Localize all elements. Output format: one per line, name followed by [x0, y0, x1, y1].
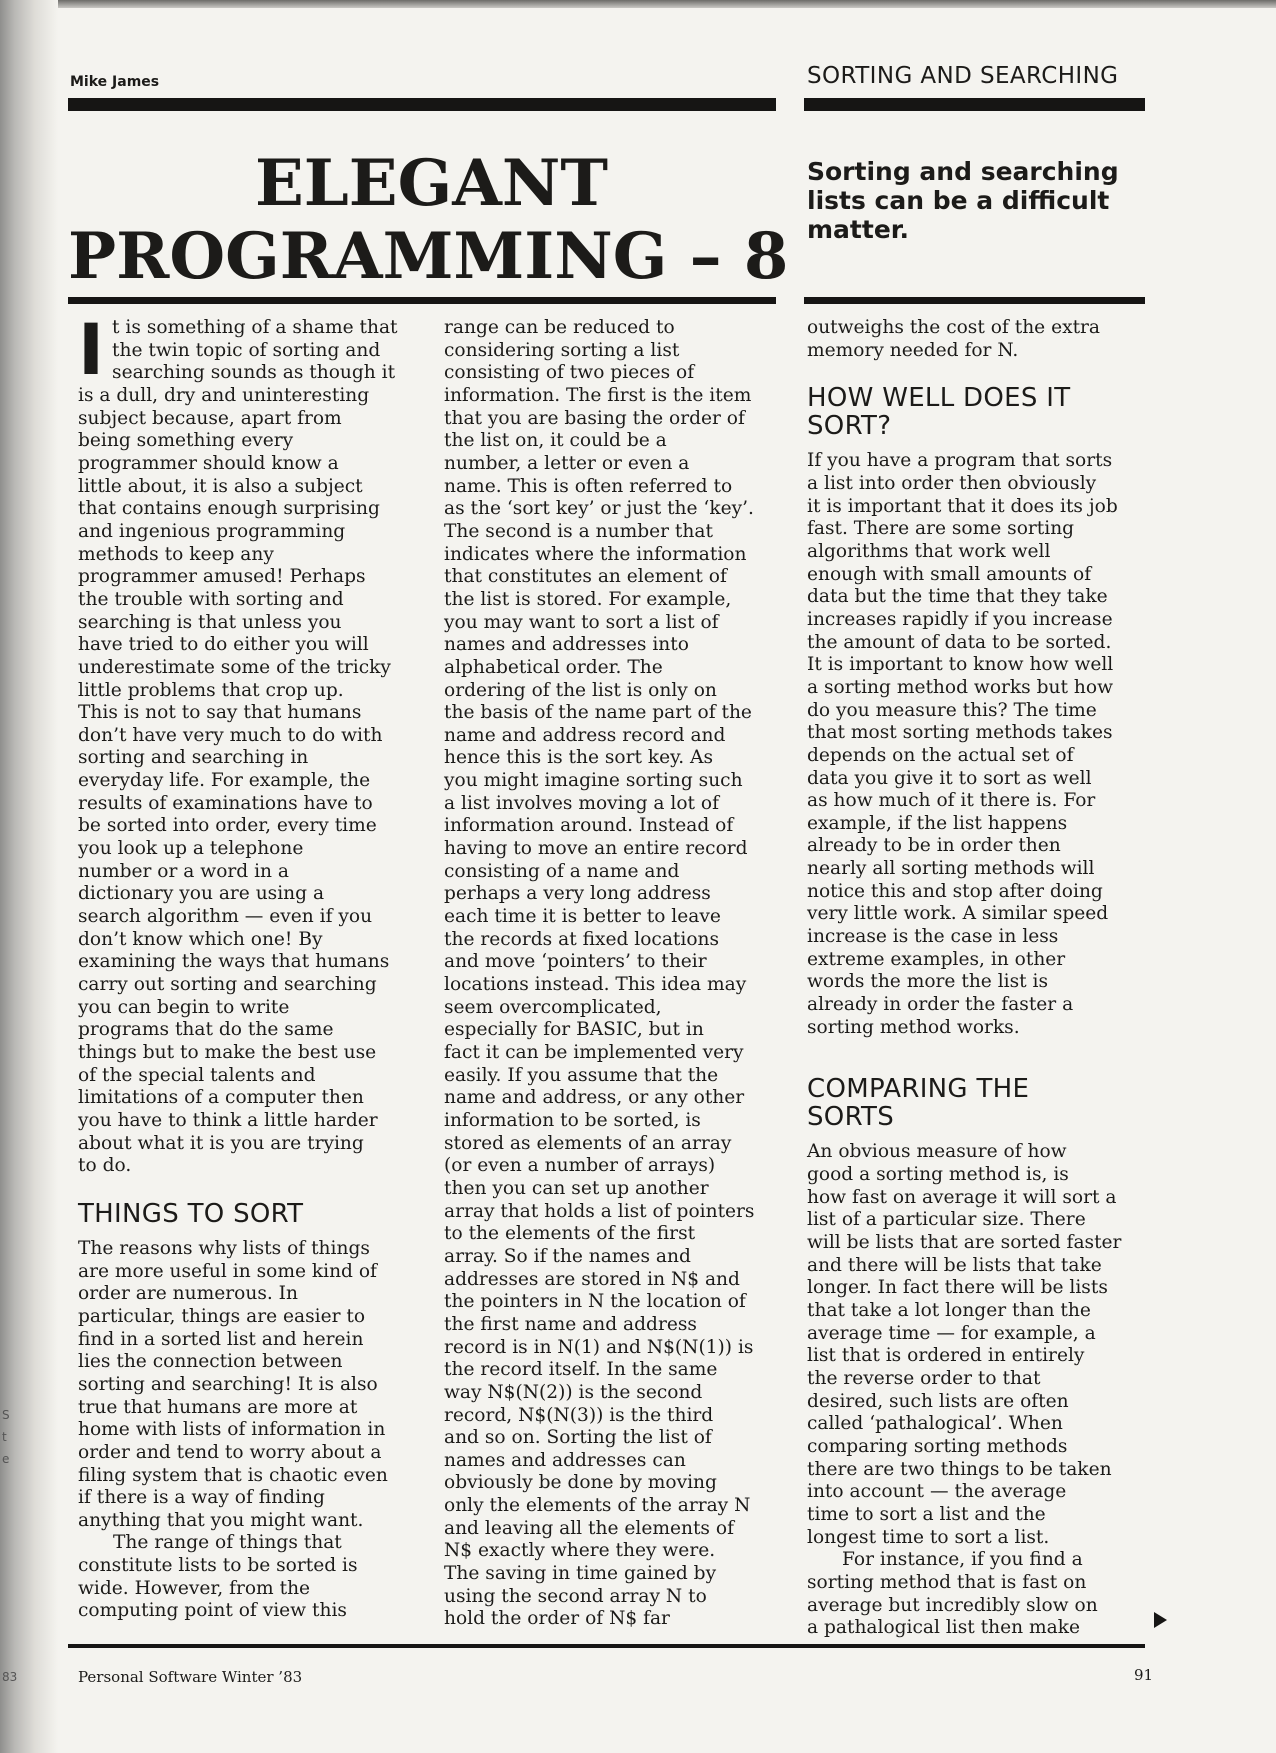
text-line: have tried to do either you will [78, 634, 369, 656]
text-line: good a sorting method is, is [807, 1164, 1069, 1186]
text-line: methods to keep any [78, 543, 274, 565]
text-line: obviously be done by moving [444, 1472, 717, 1494]
text-line: computing point of view this [78, 1600, 347, 1622]
text-line: of the special talents and [78, 1064, 316, 1086]
text-line: then you can set up another [444, 1177, 709, 1199]
text-line: don’t know which one! By [78, 928, 323, 950]
text-line: An obvious measure of how [807, 1141, 1067, 1163]
text-line: do you measure this? The time [807, 699, 1097, 721]
text-line: range can be reduced to [444, 317, 675, 338]
text-line: little problems that crop up. [78, 679, 344, 701]
title-rule-right [804, 297, 1145, 304]
text-line: filing system that is chaotic even [78, 1464, 388, 1486]
text-line: little about, it is also a subject [78, 475, 363, 497]
text-line: locations instead. This idea may [444, 974, 747, 996]
text-line: data you give it to sort as well [807, 767, 1092, 789]
column-2 [444, 317, 789, 1631]
text-line: things but to make the best use [78, 1042, 377, 1063]
text-line: average time — for example, a [807, 1322, 1096, 1344]
text-line: lies the connection between [78, 1351, 343, 1373]
text-line: having to move an entire record [444, 838, 748, 860]
text-line: dictionary you are using a [78, 883, 325, 905]
text-line: record is in N(1) and N$(N(1)) is [444, 1336, 754, 1358]
text-line: number or a word in a [78, 860, 290, 882]
text-line: average but incredibly slow on [807, 1594, 1098, 1616]
text-line: array that holds a list of pointers [444, 1200, 755, 1222]
text-line: sorting and searching in [78, 747, 309, 769]
text-line: to do. [78, 1155, 132, 1177]
text-line: how fast on average it will sort a [807, 1186, 1117, 1208]
text-line: way N$(N(2)) is the second [444, 1381, 703, 1403]
text-line: there are two things to be taken [807, 1458, 1112, 1480]
text-line: each time it is better to leave [444, 906, 721, 928]
text-line: indicates where the information [444, 543, 747, 565]
text-line: a list into order then obviously [807, 472, 1097, 494]
text-line: into account — the average [807, 1481, 1067, 1503]
text-line: the basis of the name part of the [444, 702, 752, 724]
paragraph [807, 317, 1152, 362]
text-line: being something every [78, 430, 294, 452]
text-line: and so on. Sorting the list of [444, 1427, 712, 1449]
text-line: sorting and searching! It is also [78, 1373, 378, 1395]
text-line: the reverse order to that [807, 1367, 1041, 1389]
text-line: record, N$(N(3)) is the third [444, 1404, 714, 1426]
text-line: alphabetical order. The [444, 656, 663, 678]
text-line: and move ‘pointers’ to their [444, 951, 707, 973]
text-line: increase is the case in less [807, 926, 1059, 948]
footer-rule [68, 1644, 1145, 1648]
title-line-2: PROGRAMMING – 8 [68, 219, 789, 294]
text-line: The second is a number that [444, 520, 713, 542]
text-line: example, if the list happens [807, 812, 1068, 834]
drop-cap: I [78, 309, 105, 391]
text-line: longer. In fact there will be lists [807, 1277, 1108, 1299]
text-line: underestimate some of the tricky [78, 656, 391, 678]
intro-paragraph [78, 309, 423, 1178]
text-line: perhaps a very long address [444, 883, 711, 905]
text-line: order and tend to worry about a [78, 1441, 382, 1463]
text-line: to the elements of the first [444, 1223, 696, 1245]
text-line: memory needed for N. [807, 339, 1019, 361]
text-line: list that is ordered in entirely [807, 1345, 1085, 1367]
text-line: are more useful in some kind of [78, 1260, 377, 1282]
text-line: information around. Instead of [444, 815, 734, 837]
text-line: time to sort a list and the [807, 1503, 1046, 1525]
text-line: If you have a program that sorts [807, 450, 1113, 472]
continue-arrow-icon [1154, 1612, 1167, 1628]
text-line: especially for BASIC, but in [444, 1019, 704, 1041]
paragraph [807, 450, 1152, 1039]
text-line: name and address record and [444, 724, 726, 746]
gutter-letter: t [2, 1430, 7, 1444]
binding-shadow [0, 0, 58, 1753]
text-line: the pointers in N the location of [444, 1291, 746, 1313]
header-rule-right [804, 98, 1145, 111]
text-line: the first name and address [444, 1313, 697, 1335]
text-line: sorting method works. [807, 1016, 1020, 1038]
text-line: depends on the actual set of [807, 744, 1074, 766]
text-line: longest time to sort a list. [807, 1526, 1050, 1548]
text-line: as the ‘sort key’ or just the ‘key’. [444, 498, 754, 520]
text-line: examining the ways that humans [78, 951, 390, 973]
header-rule-left [68, 98, 776, 111]
text-line: and there will be lists that take [807, 1254, 1102, 1276]
text-line: that you are basing the order of [444, 407, 745, 429]
text-line: if there is a way of finding [78, 1487, 325, 1509]
text-line: t is something of a shame that [112, 317, 398, 338]
text-line: home with lists of information in [78, 1419, 386, 1441]
text-line: about what it is you are trying [78, 1132, 364, 1154]
paragraph [807, 1141, 1152, 1549]
text-line: the records at fixed locations [444, 928, 720, 950]
text-line: very little work. A similar speed [807, 903, 1109, 925]
article-dek: Sorting and searching lists can be a difficult matter. [807, 157, 1119, 244]
paragraph [807, 1549, 1152, 1640]
text-line: particular, things are easier to [78, 1305, 366, 1327]
text-line: already in order the faster a [807, 994, 1074, 1016]
text-line: consisting of two pieces of [444, 362, 695, 384]
text-line: name. This is often referred to [444, 475, 733, 497]
text-line: you might imagine sorting such [444, 770, 743, 792]
text-line: a sorting method works but how [807, 676, 1113, 698]
text-line: that constitutes an element of [444, 566, 727, 588]
magazine-issue: Personal Software Winter ’83 [78, 1668, 303, 1686]
gutter-page-number: 83 [2, 1670, 18, 1684]
text-line: desired, such lists are often [807, 1390, 1069, 1412]
text-line: don’t have very much to do with [78, 724, 383, 746]
text-line: subject because, apart from [78, 407, 342, 429]
text-line: number, a letter or even a [444, 452, 690, 474]
heading-how-well-does-it-sort: HOW WELL DOES IT SORT? [807, 383, 1071, 442]
text-line: algorithms that work well [807, 540, 1051, 562]
text-line: list of a particular size. There [807, 1209, 1086, 1231]
text-line: consisting of a name and [444, 860, 680, 882]
text-line: a pathalogical list then make [807, 1617, 1081, 1639]
text-line: the record itself. In the same [444, 1359, 718, 1381]
text-line: that most sorting methods takes [807, 722, 1113, 744]
title-line-1: ELEGANT [255, 146, 608, 221]
text-line: increases rapidly if you increase [807, 608, 1113, 630]
text-line: The range of things that [113, 1532, 342, 1554]
text-line: order are numerous. In [78, 1283, 299, 1305]
text-line: find in a sorted list and herein [78, 1328, 364, 1350]
text-line: The reasons why lists of things [78, 1237, 370, 1259]
text-line: considering sorting a list [444, 339, 680, 361]
title-rule-left [68, 297, 776, 304]
section-title: SORTING AND SEARCHING [807, 63, 1119, 89]
text-line: already to be in order then [807, 835, 1061, 857]
text-line: addresses are stored in N$ and [444, 1268, 740, 1290]
text-line: fact it can be implemented very [444, 1042, 744, 1063]
text-line: The saving in time gained by [444, 1563, 717, 1585]
text-line: constitute lists to be sorted is [78, 1555, 358, 1577]
text-line: names and addresses can [444, 1449, 686, 1471]
gutter-letter: S [2, 1408, 10, 1422]
text-line: that take a lot longer than the [807, 1299, 1091, 1321]
text-line: everyday life. For example, the [78, 770, 371, 792]
text-line: It is important to know how well [807, 654, 1114, 676]
text-line: fast. There are some sorting [807, 518, 1075, 540]
text-line: comparing sorting methods [807, 1435, 1068, 1457]
text-line: the list is stored. For example, [444, 588, 732, 610]
text-line: sorting method that is fast on [807, 1571, 1087, 1593]
text-line: true that humans are more at [78, 1396, 358, 1418]
heading-things-to-sort: THINGS TO SORT [78, 1198, 304, 1229]
text-line: searching is that unless you [78, 611, 342, 633]
text-line: you look up a telephone [78, 838, 304, 860]
column-3 [807, 317, 1152, 1640]
text-line: a list involves moving a lot of [444, 792, 720, 814]
text-line: names and addresses into [444, 634, 689, 656]
text-line: and leaving all the elements of [444, 1517, 734, 1539]
text-line: the amount of data to be sorted. [807, 631, 1112, 653]
text-line: stored as elements of an array [444, 1132, 732, 1154]
text-line: ordering of the list is only on [444, 679, 717, 701]
text-line: nearly all sorting methods will [807, 858, 1095, 880]
scan-edge [0, 0, 1276, 8]
column-1 [78, 309, 423, 1623]
text-line: hence this is the sort key. As [444, 747, 713, 769]
text-line: programmer amused! Perhaps [78, 566, 366, 588]
text-line: it is important that it does its job [807, 495, 1118, 517]
text-line: the list on, it could be a [444, 430, 667, 452]
text-line: results of examinations have to [78, 792, 373, 814]
text-line: carry out sorting and searching [78, 974, 377, 996]
author-byline: Mike James [70, 74, 160, 90]
text-line: seem overcomplicated, [444, 996, 662, 1018]
text-line: data but the time that they take [807, 586, 1108, 608]
paragraph [444, 317, 789, 1631]
text-line: you may want to sort a list of [444, 611, 719, 633]
text-line: N$ exactly where they were. [444, 1540, 716, 1562]
text-line: This is not to say that humans [78, 702, 362, 724]
text-line: the twin topic of sorting and [112, 339, 381, 361]
text-line: information to be sorted, is [444, 1109, 701, 1131]
text-line: wide. However, from the [78, 1577, 311, 1599]
text-line: information. The first is the item [444, 384, 752, 406]
text-line: you can begin to write [78, 996, 290, 1018]
text-line: easily. If you assume that the [444, 1064, 719, 1086]
text-line: only the elements of the array N [444, 1495, 751, 1517]
text-line: notice this and stop after doing [807, 880, 1103, 902]
text-line: that contains enough surprising [78, 498, 380, 520]
text-line: be sorted into order, every time [78, 815, 377, 837]
text-line: For instance, if you find a [842, 1549, 1083, 1571]
text-line: using the second array N to [444, 1585, 707, 1607]
text-line: enough with small amounts of [807, 563, 1092, 585]
text-line: array. So if the names and [444, 1245, 691, 1267]
gutter-letter: e [2, 1452, 10, 1466]
text-line: programs that do the same [78, 1019, 334, 1041]
text-line: limitations of a computer then [78, 1087, 364, 1109]
text-line: (or even a number of arrays) [444, 1155, 716, 1177]
text-line: the trouble with sorting and [78, 588, 344, 610]
text-line: hold the order of N$ far [444, 1608, 670, 1630]
text-line: and ingenious programming [78, 520, 346, 542]
text-line: is a dull, dry and uninteresting [78, 384, 370, 406]
text-line: you have to think a little harder [78, 1109, 378, 1131]
text-line: will be lists that are sorted faster [807, 1232, 1122, 1253]
paragraph [78, 1238, 423, 1533]
page-number: 91 [1134, 1666, 1154, 1684]
text-line: extreme examples, in other [807, 948, 1066, 970]
text-line: programmer should know a [78, 452, 339, 474]
text-line: as how much of it there is. For [807, 790, 1096, 812]
text-line: searching sounds as though it [112, 362, 396, 384]
text-line: anything that you might want. [78, 1509, 364, 1531]
text-line: outweighs the cost of the extra [807, 317, 1101, 338]
text-line: search algorithm — even if you [78, 906, 373, 928]
text-line: words the more the list is [807, 971, 1049, 993]
text-line: name and address, or any other [444, 1087, 745, 1109]
heading-comparing-the-sorts: COMPARING THE SORTS [807, 1074, 1030, 1133]
paragraph [78, 1532, 423, 1623]
text-line: called ‘pathalogical’. When [807, 1413, 1063, 1435]
